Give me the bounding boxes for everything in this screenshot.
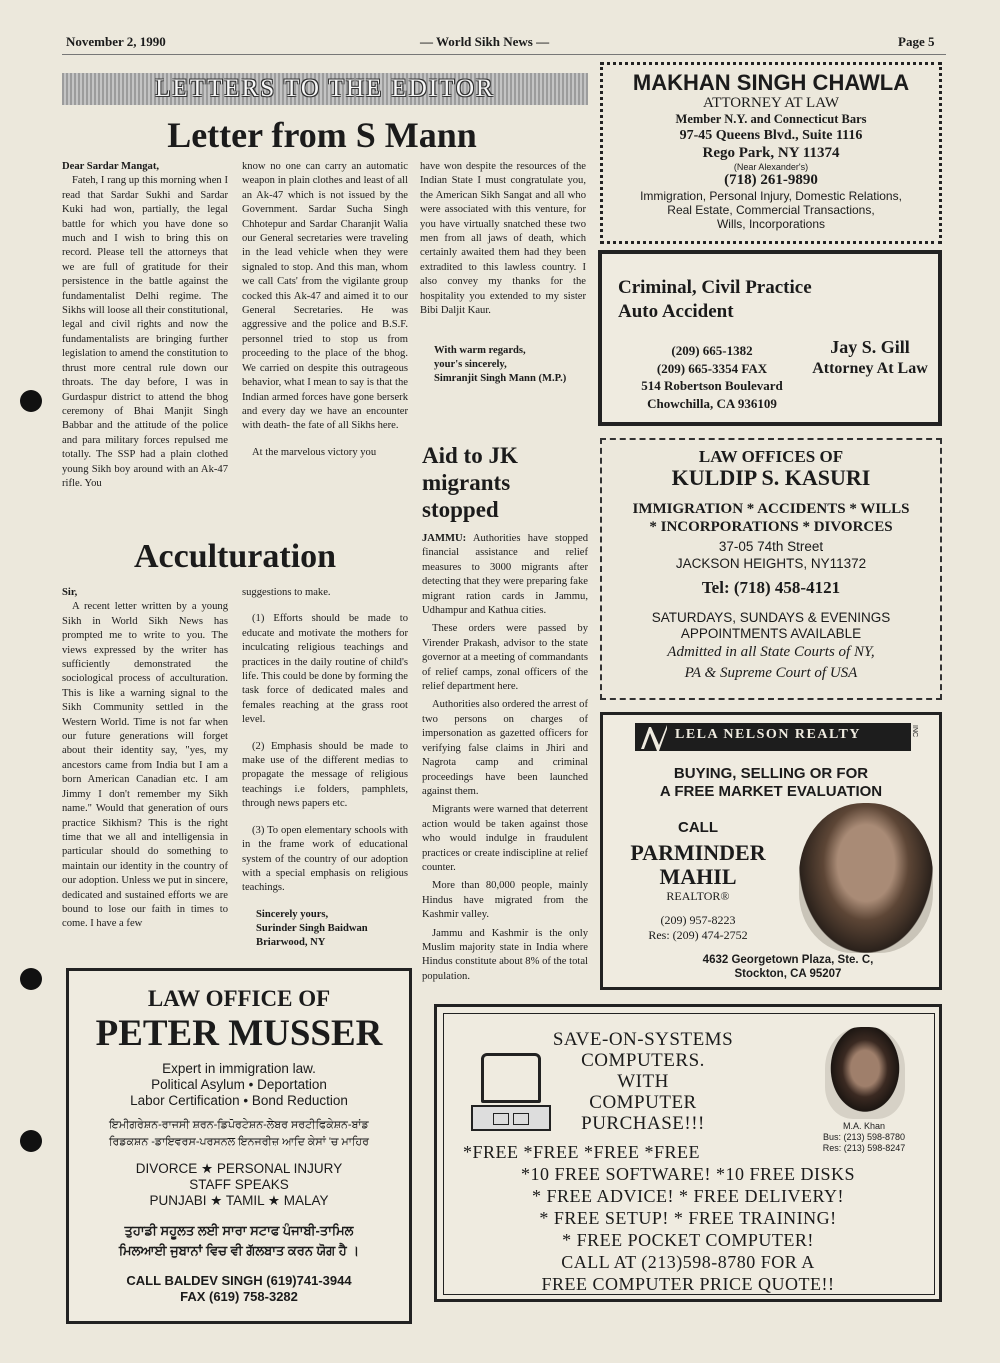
- issue-date: November 2, 1990: [66, 34, 166, 49]
- computers-l1: SAVE-ON-SYSTEMS: [552, 1029, 734, 1050]
- letter1-salutation: Dear Sardar Mangat,: [62, 161, 160, 172]
- realty-agent: [613, 841, 783, 889]
- letter2-col1: [62, 586, 228, 932]
- computers-l5: PURCHASE!!!: [581, 1113, 705, 1134]
- kasuri-hours2: APPOINTMENTS AVAILABLE: [680, 626, 862, 641]
- musser-s3: Labor Certification • Bond Reduction: [130, 1093, 348, 1108]
- article-headline-line2: migrants: [422, 470, 511, 495]
- kasuri-address2: JACKSON HEIGHTS, NY11372: [675, 556, 867, 571]
- kasuri-line1: LAW OFFICES OF: [698, 447, 844, 466]
- punch-hole: [20, 968, 42, 990]
- gill-contact: [622, 342, 802, 412]
- realty-call: CALL: [678, 819, 718, 836]
- ad-computers: [434, 1004, 942, 1302]
- realty-inc: INC: [911, 725, 918, 738]
- gill-practice: [618, 276, 812, 324]
- letter2-point2: (2) Emphasis should be made to make use of the different medias to propagate the message of religious teachings i.e folders, pamphlets, through news papers etc.: [242, 740, 408, 810]
- chawla-services1: Immigration, Personal Injury, Domestic Relations,: [640, 189, 902, 203]
- realtor-photo: [799, 803, 933, 953]
- computers-free-line2: *10 FREE SOFTWARE! *10 FREE DISKS: [520, 1164, 856, 1184]
- kasuri-line2: KULDIP S. KASURI: [671, 465, 871, 490]
- kasuri-services2: * INCORPORATIONS * DIVORCES: [649, 519, 893, 535]
- punch-hole: [20, 1130, 42, 1152]
- realty-tagline1: BUYING, SELLING OR FOR: [673, 765, 869, 782]
- letter2-sign-line3: Briarwood, NY: [256, 936, 326, 948]
- chawla-services3: Wills, Incorporations: [716, 217, 826, 231]
- kasuri-services1: IMMIGRATION * ACCIDENTS * WILLS: [632, 501, 910, 517]
- letter1-col3-text: have won despite the resources of the Indian State I must congratulate you, the American Sikh Sangat and all who were associated with this venture, for you have virtually snatched these two men from all jaws of death, which certainly awaited them had they been extradited to this lawless country. I also convey my thanks for the hospitality you extended to my sister Bibi Daljit Kaur.: [420, 161, 586, 317]
- computers-headline: [533, 1029, 753, 1134]
- letter1-sign-line1: With warm regards,: [434, 345, 526, 356]
- computers-call-line: CALL AT (213)598-8780 FOR A: [561, 1252, 815, 1272]
- gill-street: 514 Robertson Boulevard: [641, 378, 783, 393]
- article-p6: Jammu and Kashmir is the only Muslim majority state in India where Hindus constitute about 8% of the total population.: [422, 927, 588, 982]
- computers-free-line5: * FREE POCKET COMPUTER!: [562, 1230, 814, 1250]
- chawla-address1: 97-45 Queens Blvd., Suite 1116: [679, 128, 863, 143]
- letter2-col2: [242, 586, 408, 950]
- realty-address1: 4632 Georgetown Plaza, Ste. C,: [702, 954, 874, 966]
- article-body: [422, 532, 588, 984]
- chawla-phone: (718) 261-9890: [724, 172, 818, 188]
- letter2-sign-line2: Surinder Singh Baidwan: [256, 922, 368, 934]
- computers-l2: COMPUTERS.: [581, 1050, 705, 1071]
- realty-phones: [613, 913, 783, 943]
- article-headline: [422, 442, 592, 523]
- letter2-col1-text: A recent letter written by a young Sikh in World Sikh News has prompted me to write to you. The views expressed by the writer has sufficiently demonstrated the sociological process of acculturation. This is like a warning signal to the Sikh Community settled in the Western World. Time is not far when our future generations will forget about their identity say, "yes, my ancestors came from India but I am a born American Canadian etc. I am Jimmy I don't remember my Sikh name." Would that generation of ours practice Sikhism? This is the right time that we all and intelligensia in particular should do something to maintain our identity in the country of our adoption. Unless we put in sincere, dedicated and sustained efforts we are bound to lose our faith in times to come. I have a few: [62, 601, 228, 930]
- computers-offers: [445, 1163, 931, 1295]
- kasuri-address1: 37-05 74th Street: [718, 539, 824, 554]
- header-rule: [62, 54, 946, 55]
- gill-role: Attorney At Law: [812, 360, 928, 377]
- computer-icon: [471, 1053, 551, 1141]
- letter1-sign-line2: your's sincerely,: [434, 359, 507, 370]
- realty-res-phone: Res: (209) 474-2752: [648, 928, 748, 942]
- contact-photo: [825, 1027, 905, 1119]
- paper-name: — World Sikh News —: [420, 34, 550, 49]
- ad-chawla: [600, 62, 942, 244]
- ad-gill: [598, 250, 942, 426]
- kasuri-courts2: PA & Supreme Court of USA: [684, 665, 858, 681]
- realty-company: LELA NELSON REALTY: [675, 727, 861, 742]
- gill-fax: (209) 665-3354 FAX: [656, 360, 768, 376]
- letter2-point1: (1) Efforts should be made to educate and motivate the mothers for inculcating religious teachings and practices in the daily routine of child's life. This could be done by forming the task force of dedicated males and females reaching at the grass root level.: [242, 613, 408, 726]
- computers-contact: [805, 1121, 923, 1154]
- realty-tagline: [603, 765, 939, 801]
- musser-s2: Political Asylum • Deportation: [151, 1077, 327, 1092]
- kasuri-hours1: SATURDAYS, SUNDAYS & EVENINGS: [651, 610, 891, 625]
- computers-l4: COMPUTER: [589, 1092, 697, 1113]
- realty-logo-bar: [635, 723, 911, 751]
- computers-free-line1: *FREE *FREE *FREE *FREE: [463, 1142, 701, 1162]
- letter1-sign-line3: Simranjit Singh Mann (M.P.): [434, 373, 567, 384]
- musser-fax: FAX (619) 758-3282: [180, 1289, 298, 1304]
- musser-s1: Expert in immigration law.: [162, 1061, 316, 1076]
- letter1-col1-text: Fateh, I rang up this morning when I read that Sardar Sukhi and Sardar Kuki had won, partially, the legal battle for which you have done so much and I wish to bring this on record. Please tell the attorneys that we are full of gratitude for their persistence in the battle against the fundamentalist Delhi regime. The Sikhs will loose all their constitutional, legal and civil rights and now the fundamentalists are bringing further legislation to amend the constitution to thrust more central rule down our throats. The day before, I was in Gurdaspur district to attend the bhog ceremony of Bhai Manjit Singh Babbar and the attitude of the police and para military forces repulsed me totally. The SSP had a plain clothed young Sikh boy around with an Ak-47 rifle. You: [62, 175, 228, 489]
- realty-logo-icon: [639, 723, 669, 751]
- punch-hole: [20, 390, 42, 412]
- article-p3: Authorities also ordered the arrest of two persons on charges of impersonation as gazetted officers for verifying false claims in Jhiri and Nagrota camp and criminal proceedings have been launched against them.: [422, 699, 588, 797]
- letter1-col1: [62, 160, 228, 491]
- musser-s5: STAFF SPEAKS: [189, 1177, 289, 1192]
- computers-quote-line: FREE COMPUTER PRICE QUOTE!!: [541, 1274, 835, 1294]
- musser-punjabi4: ਮਿਲਆਈ ਜੁਬਾਨਾਂ ਵਿਚ ਵੀ ਗੱਲਬਾਤ ਕਰਨ ਯੋਗ ਹੈ ।: [118, 1243, 360, 1258]
- article-p4: Migrants were warned that deterrent action would be taken against those who would indulge in fraudulent practices or create indiscipline at relief counter.: [422, 804, 588, 873]
- musser-punjabi1: ਇਮੀਗਰੇਸ਼ਨ-ਰਾਜਸੀ ਸ਼ਰਨ-ਡਿਪੋਰਟੇਸ਼ਨ-ਲੇਬਰ ਸਰਟੀਫਿਕੇਸ਼ਨ-ਬਾਂਡ: [109, 1119, 369, 1131]
- letter2-signature: [242, 908, 408, 950]
- article-headline-line3: stopped: [422, 497, 499, 522]
- realty-role: REALTOR®: [666, 889, 730, 903]
- computers-bus-phone: Bus: (213) 598-8780: [822, 1132, 906, 1142]
- realty-tagline2: A FREE MARKET EVALUATION: [659, 783, 883, 800]
- musser-line1: LAW OFFICE OF: [147, 986, 331, 1011]
- computers-contact-name: M.A. Khan: [842, 1121, 886, 1131]
- gill-practice2: Auto Accident: [618, 301, 734, 322]
- computers-l3: WITH: [617, 1071, 669, 1092]
- musser-s6: PUNJABI ★ TAMIL ★ MALAY: [149, 1193, 329, 1208]
- page-number: Page 5: [898, 34, 935, 49]
- realty-agent-last: MAHIL: [659, 864, 737, 889]
- chawla-near: (Near Alexander's): [733, 162, 809, 172]
- letter2-point3: (3) To open elementary schools with in the frame work of educational system of the country of our adoption with a special emphasis on religious teachings.: [242, 824, 408, 894]
- realty-agent-first: PARMINDER: [630, 840, 766, 865]
- kasuri-phone: Tel: (718) 458-4121: [701, 578, 841, 597]
- letter2-headline: Acculturation: [133, 538, 337, 575]
- chawla-title: ATTORNEY AT LAW: [702, 95, 840, 111]
- gill-city: Chowchilla, CA 936109: [647, 395, 777, 411]
- kasuri-courts1: Admitted in all State Courts of NY,: [667, 644, 875, 660]
- letter2-col2-intro: suggestions to make.: [242, 587, 331, 598]
- gill-name: Jay S. Gill: [830, 337, 910, 357]
- article-dateline: JAMMU:: [422, 533, 467, 544]
- computers-res-phone: Res: (213) 598-8247: [822, 1143, 906, 1153]
- article-headline-line1: Aid to JK: [422, 443, 518, 468]
- gill-phone: (209) 665-1382: [671, 343, 753, 358]
- chawla-address2: Rego Park, NY 11374: [702, 145, 840, 161]
- chawla-bars: Member N.Y. and Connecticut Bars: [675, 112, 867, 126]
- musser-punjabi2: ਰਿਡਕਸ਼ਨ -ਡਾਇਵਰਸ-ਪਰਸਨਲ ਇਨਜਰੀਜ਼ ਆਦਿ ਕੇਸਾਂ 'ਚ ਮਾਹਿਰ: [109, 1136, 369, 1148]
- section-banner: LETTERS TO THE EDITOR: [62, 73, 588, 105]
- musser-line2: PETER MUSSER: [95, 1013, 383, 1054]
- realty-address2: Stockton, CA 95207: [734, 968, 842, 980]
- musser-call: CALL BALDEV SINGH (619)741-3944: [126, 1273, 352, 1288]
- letter2-sign-line1: Sincerely yours,: [256, 908, 329, 920]
- ad-kasuri: [600, 438, 942, 700]
- computers-free-line4: * FREE SETUP! * FREE TRAINING!: [539, 1208, 837, 1228]
- realty-phone: (209) 957-8223: [660, 913, 736, 927]
- letter1-col2: [242, 160, 408, 460]
- ad-musser: [66, 968, 412, 1324]
- letter1-col2-text: know no one can carry an automatic weapon in plain clothes and least of all an Ak-47 which is not issued by the Government. Sardar Sucha Singh Chhotepur and Sardar Charanjit Walia our General secretaries were traveling in the lead vehicle when they were signaled to stop. And this man, whom we call Cats' from the vigilante group cocked this Ak-47 and aimed it to our General Secretaries. He was aggressive and the police and B.S.F. personnel tried to stop us from proceeding to the place of the bhog. We carried on despite this outrageous behavior, what I mean to say is that the Indian armed forces have gone berserk and every day we have an encounter with death- the fate of all Sikhs here.: [242, 161, 408, 432]
- gill-name-block: [802, 336, 938, 380]
- musser-s4: DIVORCE ★ PERSONAL INJURY: [135, 1161, 343, 1176]
- letter2-salutation: Sir,: [62, 587, 78, 598]
- chawla-name: MAKHAN SINGH CHAWLA: [632, 70, 910, 95]
- chawla-services2: Real Estate, Commercial Transactions,: [667, 203, 875, 217]
- computers-free-line3: * FREE ADVICE! * FREE DELIVERY!: [532, 1186, 844, 1206]
- letter1-col3: [420, 160, 586, 318]
- letter1-col2-tail: At the marvelous victory you: [252, 446, 377, 458]
- realty-address: [643, 953, 933, 981]
- article-p5: More than 80,000 people, mainly Hindus have migrated from the Kashmir valley.: [422, 880, 588, 921]
- article-p1: Authorities have stopped financial assistance and relief measures to 3000 migrants after detecting that they were preparing fake migrant ration cards in Jammu, Udhampur and Kathua cities.: [422, 533, 588, 617]
- musser-punjabi3: ਤੁਹਾਡੀ ਸਹੂਲਤ ਲਈ ਸਾਰਾ ਸਟਾਫ ਪੰਜਾਬੀ-ਤਾਮਿਲ: [124, 1223, 354, 1238]
- ad-realty: [600, 712, 942, 990]
- letter1-headline: Letter from S Mann: [167, 115, 477, 155]
- article-p2: These orders were passed by Virender Prakash, advisor to the state governor at a meeting of commandants of relief camps, zonal officers of the relief department here.: [422, 623, 588, 693]
- letter1-signature: [434, 344, 594, 386]
- gill-practice1: Criminal, Civil Practice: [618, 277, 812, 298]
